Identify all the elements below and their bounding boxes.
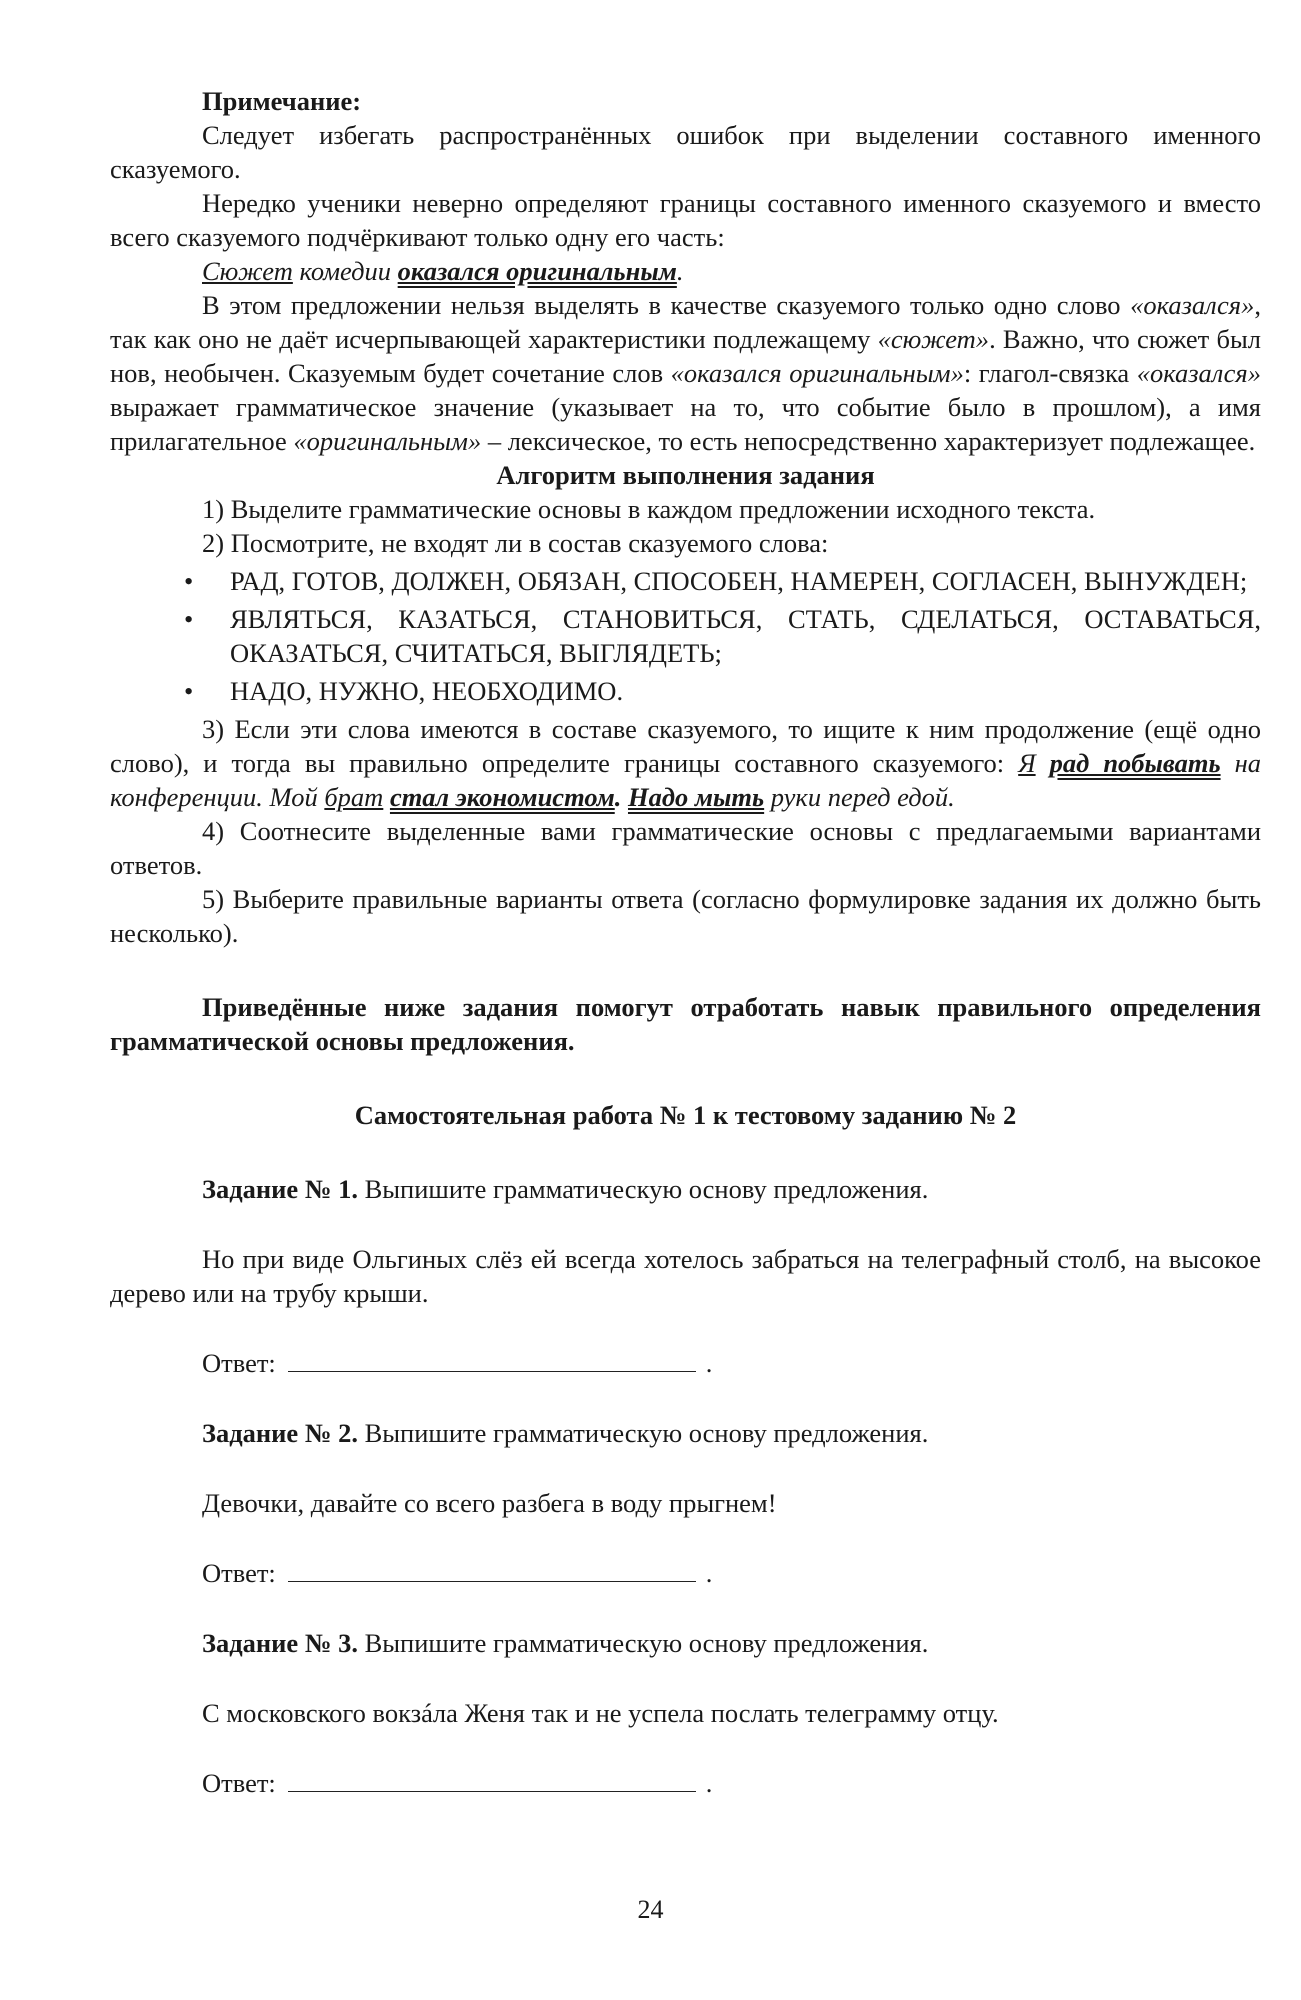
p3-text-2: , так как оно не даёт исчерпывающей характеристики подлежащему: [110, 290, 1261, 354]
task-2: [110, 1416, 1261, 1590]
algorithm-step-3: [110, 712, 1261, 814]
answer-end: .: [705, 1768, 713, 1798]
example-2-subject: брат: [324, 782, 384, 812]
keyword-list-text: РАД, ГОТОВ, ДОЛЖЕН, ОБЯЗАН, СПОСОБЕН, НАМЕРЕН, СОГЛАСЕН, ВЫНУЖДЕН;: [230, 566, 1248, 596]
example-predicate: оказался оригинальным: [397, 256, 677, 286]
answer-field[interactable]: [288, 1347, 696, 1372]
algorithm-step-5: 5) Выберите правильные варианты ответа (согласно формулировке задания их должно быть несколько).: [110, 884, 1261, 948]
keyword-list-text: ЯВЛЯТЬСЯ, КАЗАТЬСЯ, СТАНОВИТЬСЯ, СТАТЬ, СДЕЛАТЬСЯ, ОСТАВАТЬСЯ, ОКАЗАТЬСЯ, СЧИТАТЬСЯ, ВЫГЛЯДЕТЬ;: [230, 604, 1261, 668]
example-1-subject: Я: [1018, 748, 1036, 778]
example-1-predicate: рад побывать: [1049, 748, 1221, 778]
bullet-icon: •: [184, 604, 194, 634]
task-instruction-text: Выпишите грамматическую основу предложения.: [357, 1418, 929, 1448]
example-2-dot: .: [614, 782, 628, 812]
practice-intro: Приведённые ниже задания помогут отработать навык правильного определения грамматической основы предложения.: [110, 992, 1261, 1056]
p3-italic-2: «сюжет»: [877, 324, 990, 354]
task-sentence: Девочки, давайте со всего разбега в воду прыгнем!: [202, 1488, 777, 1518]
algorithm-step-4: 4) Соотнесите выделенные вами грамматические основы с предлагаемыми вариантами ответов.: [110, 816, 1261, 880]
task-answer: [110, 1556, 1261, 1590]
task-answer: [110, 1346, 1261, 1380]
answer-label: Ответ:: [202, 1558, 276, 1588]
example-3-predicate: Надо мыть: [627, 782, 765, 812]
task-3: [110, 1626, 1261, 1800]
answer-end: .: [705, 1558, 713, 1588]
example-end: .: [676, 256, 684, 286]
task-instruction-text: Выпишите грамматическую основу предложения.: [357, 1628, 929, 1658]
note-paragraph-3: [110, 288, 1261, 458]
bullet-icon: •: [184, 676, 194, 706]
example-1-rest: на конференции. Мой: [110, 748, 1261, 812]
task-instruction: [110, 1626, 1261, 1660]
example-2-space: [383, 782, 390, 812]
p3-text-1: В этом предложении нельзя выделять в качестве сказуемого только одно слово: [202, 290, 1131, 320]
task-instruction: [110, 1416, 1261, 1450]
step3-text: 3) Если эти слова имеются в составе сказуемого, то ищите к ним продолжение (ещё одно слово), и тогда вы правильно определите границы составного сказуемого:: [110, 714, 1261, 778]
p3-text-4: : глагол-связка: [963, 358, 1137, 388]
p3-italic-5: «оригинальным»: [293, 426, 482, 456]
answer-label: Ответ:: [202, 1348, 276, 1378]
task-label: Задание № 1.: [202, 1174, 358, 1204]
task-sentence: С московского вокзáла Женя так и не успела послать телеграмму отцу.: [202, 1698, 999, 1728]
task-1: [110, 1172, 1261, 1380]
p3-text-5: выражает грамматическое значение (указывает на то, что событие было в прошлом), а имя прилагательное: [110, 392, 1261, 456]
answer-label: Ответ:: [202, 1768, 276, 1798]
work-title: Самостоятельная работа № 1 к тестовому заданию № 2: [354, 1100, 1017, 1130]
task-instruction: [110, 1172, 1261, 1206]
task-label: Задание № 2.: [202, 1418, 358, 1448]
answer-field[interactable]: [288, 1767, 696, 1792]
page-number: 24: [637, 1895, 664, 1924]
task-label: Задание № 3.: [202, 1628, 358, 1658]
keyword-list-text: НАДО, НУЖНО, НЕОБХОДИМО.: [230, 676, 624, 706]
example-subject: Сюжет: [202, 256, 293, 286]
algorithm-heading: Алгоритм выполнения задания: [496, 460, 875, 490]
keyword-list: [110, 564, 1261, 708]
keyword-list-item: [184, 564, 1261, 598]
note-paragraph-1: Следует избегать распространённых ошибок при выделении составного именного сказуемого.: [110, 120, 1261, 184]
bullet-icon: •: [184, 566, 194, 596]
keyword-list-item: [184, 674, 1261, 708]
keyword-list-item: [184, 602, 1261, 670]
p3-text-3: . Важно, что сюжет был нов, необычен. Сказуемым будет сочетание слов: [110, 324, 1261, 388]
answer-end: .: [705, 1348, 713, 1378]
p3-text-6: – лексическое, то есть непосредственно характеризует подлежащее.: [481, 426, 1256, 456]
p3-italic-3: «оказался оригинальным»: [670, 358, 964, 388]
example-2-predicate: стал экономистом: [389, 782, 615, 812]
note-heading: Примечание:: [202, 86, 362, 116]
algorithm-step-2: 2) Посмотрите, не входят ли в состав сказуемого слова:: [202, 528, 829, 558]
p3-italic-4: «оказался»: [1136, 358, 1261, 388]
algorithm-step-1: 1) Выделите грамматические основы в каждом предложении исходного текста.: [202, 494, 1096, 524]
task-instruction-text: Выпишите грамматическую основу предложения.: [357, 1174, 929, 1204]
note-paragraph-2: Нередко ученики неверно определяют границы составного именного сказуемого и вместо всего сказуемого подчёркивают только одну его часть:: [110, 188, 1261, 252]
example-middle: комедии: [292, 256, 398, 286]
task-sentence: Но при виде Ольгиных слёз ей всегда хотелось забраться на телеграфный столб, на высокое дерево или на трубу крыши.: [110, 1244, 1261, 1308]
task-answer: [110, 1766, 1261, 1800]
p3-italic-1: «оказался»: [1130, 290, 1255, 320]
example-1-space: [1036, 748, 1050, 778]
note-example: [110, 254, 1261, 288]
example-3-rest: руки перед едой.: [764, 782, 955, 812]
answer-field[interactable]: [288, 1557, 696, 1582]
